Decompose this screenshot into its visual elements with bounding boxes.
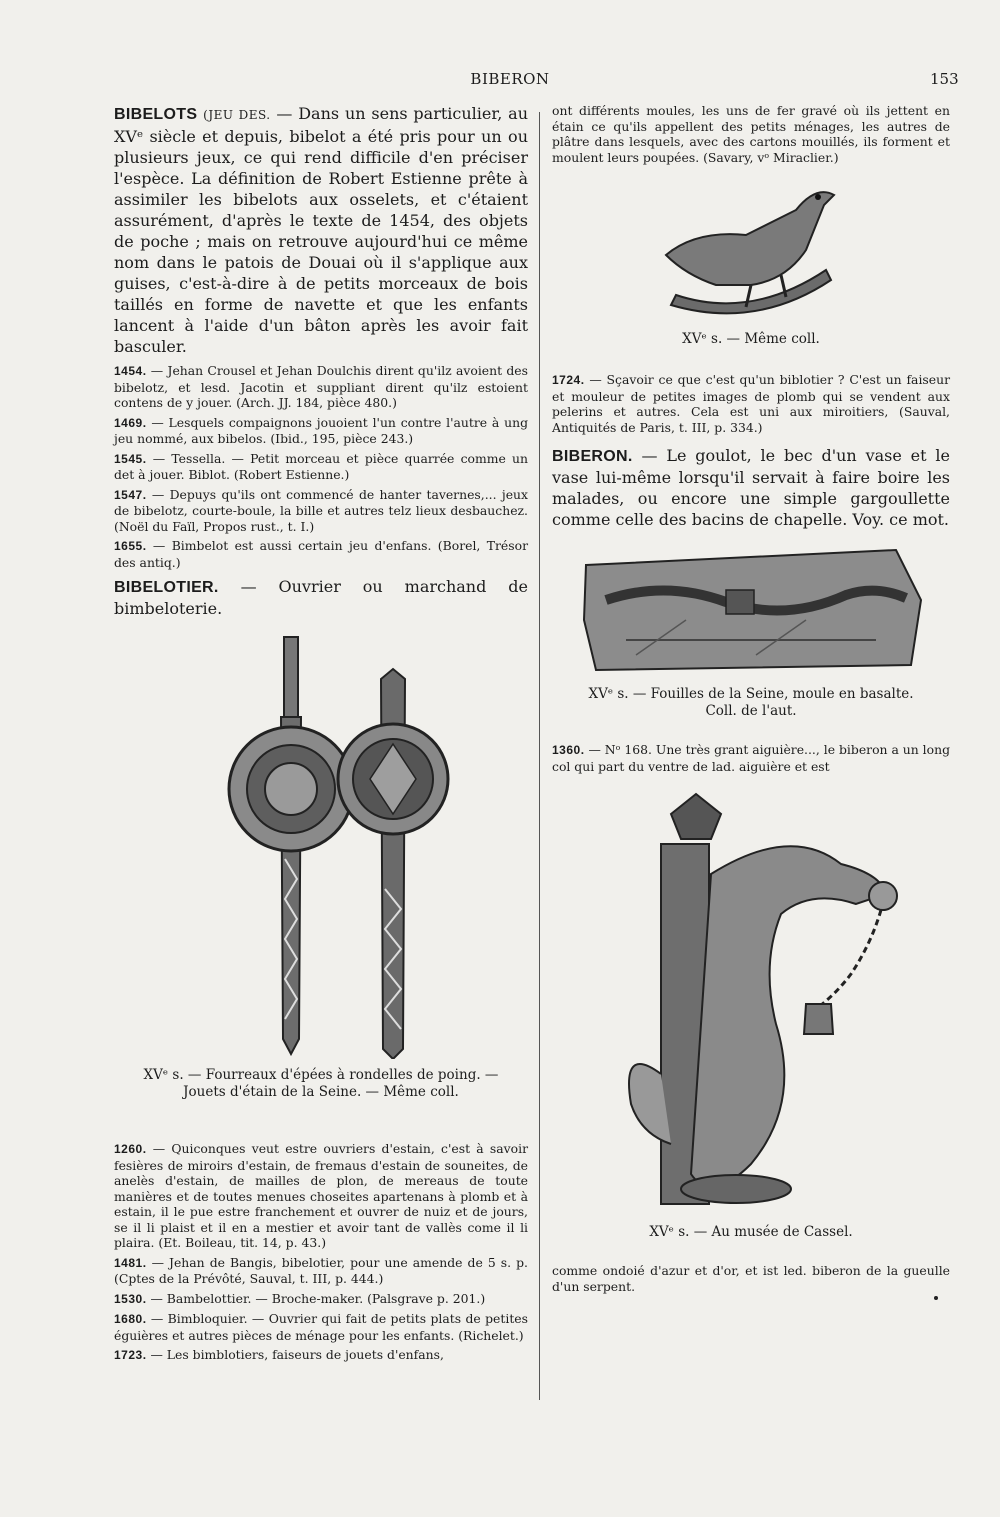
quote-year: 1454. [114,364,147,378]
caption-line: XVᵉ s. — Fourreaux d'épées à rondelles de poing. — [143,1067,499,1083]
quote-text: — Bimbloquier. — Ouvrier qui fait de petits plats de petites éguières et autres pièces de ménage pour les enfants. (Richelet.) [114,1311,528,1343]
entry-term: BIBELOTIER. [114,579,219,596]
dragon-ewer-illustration [601,784,901,1214]
quote-1530 [114,1291,528,1308]
continuation-paragraph: ont différents moules, les uns de fer gravé où ils jettent en étain ce qu'ils appellent des petits ménages, les autres de plâtre dans lesquels, avec des cartons mouillés, ils forment et moulent leurs poupées. (Savary, vᵒ Miraclier.) [552,103,950,165]
quote-text: — Les bimblotiers, faiseurs de jouets d'enfans, [146,1347,444,1362]
entry-qualifier: (JEU DES. [203,108,271,122]
quote-year: 1655. [114,539,147,553]
bird-toy-illustration [656,175,846,325]
quote-1680 [114,1311,528,1343]
figure-caption-ewer: XVᵉ s. — Au musée de Cassel. [649,1224,853,1240]
sword-scabbards-illustration [171,629,471,1059]
quote-1360 [552,742,950,774]
entry-biberon [552,445,950,530]
quote-1454 [114,363,528,411]
entry-bibelotier [114,576,528,619]
entry-term: BIBERON. [552,448,633,465]
quote-1547 [114,487,528,535]
running-header: BIBERON [470,70,550,88]
quote-year: 1680. [114,1312,147,1326]
closing-paragraph: comme ondoié d'azur et d'or, et ist led. biberon de la gueulle d'un serpent. [552,1263,950,1294]
quote-1260 [114,1141,528,1251]
caption-line: Coll. de l'aut. [705,703,797,719]
quote-text: — Bimbelot est aussi certain jeu d'enfans. (Borel, Trésor des antiq.) [114,538,528,570]
right-column [552,103,950,1294]
entry-bibelots [114,103,528,357]
quote-text: — Tessella. — Petit morceau et pièce quarrée comme un det à jouer. Biblot. (Robert Estienne.) [114,450,528,482]
column-divider [539,112,540,1400]
quote-1481 [114,1255,528,1287]
quote-text: — Lesquels compaignons jouoient l'un contre l'autre à ung jeu nommé, aux bibelos. (Ibid., 195, pièce 243.) [114,414,528,446]
ink-dot [934,1296,938,1300]
quote-1545 [114,451,528,483]
quote-year: 1481. [114,1255,147,1270]
figure-caption-scabbards [114,1067,528,1101]
quote-year: 1724. [552,373,585,387]
quote-text: — Bambelottier. — Broche-maker. (Palsgrave p. 201.) [146,1290,486,1306]
quote-text: — Jehan Crousel et Jehan Doulchis dirent qu'ilz avoient des bibelotz, et lesd. Jacotin et suppliant dirent qu'ilz estoient contens de y jouer. (Arch. JJ. 184, pièce 480.) [114,363,528,410]
caption-line: XVᵉ s. — Fouilles de la Seine, moule en basalte. [588,686,914,702]
quote-year: 1723. [114,1348,147,1362]
quote-year: 1547. [114,487,147,502]
figure-caption-mould [552,686,950,720]
quote-1724 [552,372,950,435]
entry-term: BIBELOTS [114,106,198,123]
quote-text: — Sçavoir ce que c'est qu'un biblotier ? C'est un faiseur et mouleur de petites images de plomb qui se vendent aux pelerins et autres. Cela est uni aux miroitiers, (Sauval, Antiquités de Paris, t. III, p. 334.) [552,372,950,435]
quote-text: — Nᵒ 168. Une très grant aiguière..., le biberon a un long col qui part du ventre de lad. aiguière et est [552,742,951,774]
entry-text: — Ouvrier ou marchand de bimbeloterie. [114,577,528,618]
quote-text: — Depuys qu'ils ont commencé de hanter tavernes,... jeux de bibelotz, courte-boule, la bille et autres telz lieux desbauchez. (Noël du Faïl, Propos rust., t. I.) [114,486,528,534]
quote-1723 [114,1347,528,1364]
caption-line: Jouets d'étain de la Seine. — Même coll. [183,1084,459,1100]
quote-year: 1530. [114,1291,147,1306]
quote-1655 [114,538,528,570]
quote-1469 [114,415,528,447]
quote-year: 1360. [552,743,585,757]
quote-year: 1469. [114,415,147,430]
figure-caption-bird: XVᵉ s. — Même coll. [682,331,820,347]
entry-text: — Dans un sens particulier, au XVᵉ siècle et depuis, bibelot a été pris pour un ou plusieurs jeux, ce qui rend difficile d'en préciser l'espèce. La définition de Robert Estienne prête à assimiler les bibelots aux osselets, et c'étaient assurément, d'après le texte de 1454, des objets de poche ; mais on retrouve aujourd'hui ce même nom dans le patois de Douai où il s'applique aux guises, c'est-à-dire à de petits morceaux de bois taillés en forme de navette et que les enfants lancent à l'aide d'un bâton après les avoir fait basculer. [114,104,529,356]
entry-text: — Le goulot, le bec d'un vase et le vase lui-même lorsqu'il servait à faire boire les malades, ou encore une simple gargoullette comme celle des bacins de chapelle. Voy. ce mot. [552,446,950,529]
quote-text: — Jehan de Bangis, bibelotier, pour une amende de 5 s. p. (Cptes de la Prévôté, Sauval, t. III, p. 444.) [114,1254,528,1286]
quote-text: — Quiconques veut estre ouvriers d'estain, c'est à savoir fesières de miroirs d'estain, de fremaus d'estain de souneites, de anelès d'estain, de mailles de plon, de mereaus de toute manières et de toutes menues choseites apartenans à plomb et à estain, il le pue estre franchement et ouvrer de nuiz et de jours, se il li plaist et il en a mestier et avoir tant de vallès come il li plaira. (Et. Boileau, tit. 14, p. 43.) [114,1141,528,1250]
left-column [114,103,528,1364]
page-number: 153 [930,70,959,88]
quote-year: 1545. [114,451,147,466]
basalt-mould-illustration [576,540,926,680]
quote-year: 1260. [114,1142,147,1156]
